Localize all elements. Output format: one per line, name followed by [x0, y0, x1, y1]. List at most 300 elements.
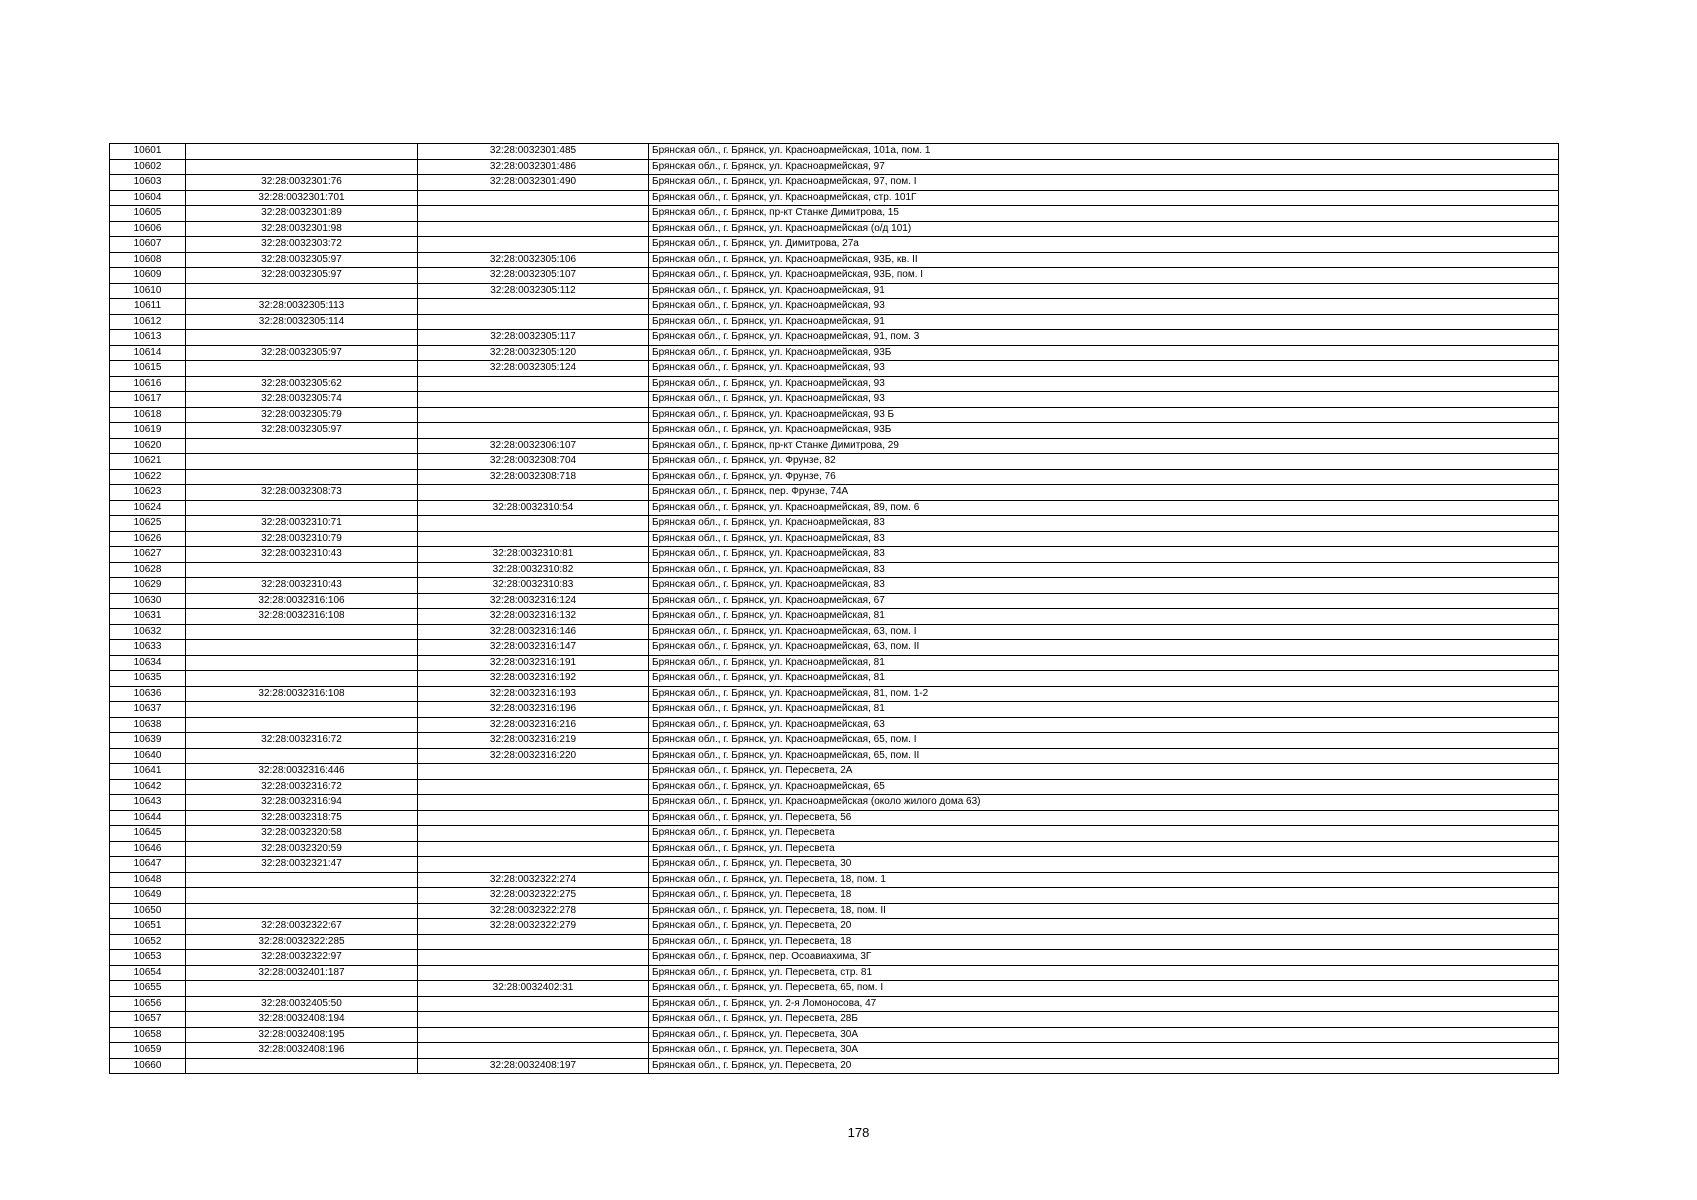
address-cell: Брянская обл., г. Брянск, ул. Красноармейская, 97, пом. I — [649, 175, 1559, 191]
row-number-cell: 10601 — [110, 144, 186, 160]
address-cell: Брянская обл., г. Брянск, ул. Красноармейская, 93Б — [649, 345, 1559, 361]
table-row — [110, 1058, 1559, 1074]
table-row — [110, 159, 1559, 175]
cadastral-number-cell: 32:28:0032316:106 — [186, 593, 418, 609]
address-cell: Брянская обл., г. Брянск, ул. Фрунзе, 82 — [649, 454, 1559, 470]
table-row — [110, 330, 1559, 346]
table-row — [110, 345, 1559, 361]
cadastral-number-cell: 32:28:0032322:285 — [186, 934, 418, 950]
object-cadastral-number-cell: 32:28:0032305:106 — [418, 252, 649, 268]
row-number-cell: 10644 — [110, 810, 186, 826]
row-number-cell: 10615 — [110, 361, 186, 377]
address-cell: Брянская обл., г. Брянск, ул. Пересвета, 30А — [649, 1043, 1559, 1059]
object-cadastral-number-cell: 32:28:0032308:718 — [418, 469, 649, 485]
cadastral-number-cell: 32:28:0032305:97 — [186, 252, 418, 268]
page-number: 178 — [847, 1125, 870, 1140]
cadastral-number-cell — [186, 671, 418, 687]
address-cell: Брянская обл., г. Брянск, ул. Красноармейская, 93Б, пом. I — [649, 268, 1559, 284]
object-cadastral-number-cell: 32:28:0032306:107 — [418, 438, 649, 454]
cadastral-number-cell — [186, 144, 418, 160]
address-cell: Брянская обл., г. Брянск, ул. Пересвета, 56 — [649, 810, 1559, 826]
table-row — [110, 857, 1559, 873]
address-cell: Брянская обл., г. Брянск, ул. Пересвета, стр. 81 — [649, 965, 1559, 981]
row-number-cell: 10633 — [110, 640, 186, 656]
table-row — [110, 934, 1559, 950]
table-row — [110, 593, 1559, 609]
row-number-cell: 10614 — [110, 345, 186, 361]
address-cell: Брянская обл., г. Брянск, ул. 2-я Ломоносова, 47 — [649, 996, 1559, 1012]
table-row — [110, 903, 1559, 919]
row-number-cell: 10632 — [110, 624, 186, 640]
address-cell: Брянская обл., г. Брянск, ул. Пересвета, 30А — [649, 1027, 1559, 1043]
row-number-cell: 10659 — [110, 1043, 186, 1059]
cadastral-number-cell: 32:28:0032301:76 — [186, 175, 418, 191]
table-row — [110, 686, 1559, 702]
address-cell: Брянская обл., г. Брянск, ул. Фрунзе, 76 — [649, 469, 1559, 485]
table-row — [110, 826, 1559, 842]
data-table — [109, 143, 1559, 1074]
address-cell: Брянская обл., г. Брянск, ул. Пересвета — [649, 841, 1559, 857]
cadastral-number-cell: 32:28:0032310:71 — [186, 516, 418, 532]
row-number-cell: 10622 — [110, 469, 186, 485]
cadastral-number-cell — [186, 469, 418, 485]
cadastral-number-cell: 32:28:0032318:75 — [186, 810, 418, 826]
row-number-cell: 10652 — [110, 934, 186, 950]
cadastral-number-cell: 32:28:0032305:97 — [186, 423, 418, 439]
address-cell: Брянская обл., г. Брянск, ул. Красноармейская, 93 — [649, 299, 1559, 315]
object-cadastral-number-cell — [418, 779, 649, 795]
row-number-cell: 10651 — [110, 919, 186, 935]
table-row — [110, 950, 1559, 966]
cadastral-number-cell: 32:28:0032301:98 — [186, 221, 418, 237]
row-number-cell: 10628 — [110, 562, 186, 578]
cadastral-number-cell — [186, 454, 418, 470]
table-row — [110, 392, 1559, 408]
object-cadastral-number-cell: 32:28:0032305:120 — [418, 345, 649, 361]
table-row — [110, 624, 1559, 640]
row-number-cell: 10618 — [110, 407, 186, 423]
object-cadastral-number-cell: 32:28:0032316:216 — [418, 717, 649, 733]
cadastral-number-cell: 32:28:0032303:72 — [186, 237, 418, 253]
object-cadastral-number-cell — [418, 190, 649, 206]
table-row — [110, 965, 1559, 981]
row-number-cell: 10654 — [110, 965, 186, 981]
row-number-cell: 10617 — [110, 392, 186, 408]
table-row — [110, 423, 1559, 439]
address-cell: Брянская обл., г. Брянск, ул. Пересвета, 18 — [649, 888, 1559, 904]
table-row — [110, 283, 1559, 299]
object-cadastral-number-cell: 32:28:0032316:220 — [418, 748, 649, 764]
object-cadastral-number-cell: 32:28:0032310:83 — [418, 578, 649, 594]
object-cadastral-number-cell: 32:28:0032402:31 — [418, 981, 649, 997]
cadastral-number-cell: 32:28:0032405:50 — [186, 996, 418, 1012]
object-cadastral-number-cell — [418, 376, 649, 392]
address-cell: Брянская обл., г. Брянск, ул. Красноармейская, 67 — [649, 593, 1559, 609]
address-cell: Брянская обл., г. Брянск, пер. Фрунзе, 74А — [649, 485, 1559, 501]
table-row — [110, 888, 1559, 904]
table-row — [110, 764, 1559, 780]
address-cell: Брянская обл., г. Брянск, ул. Красноармейская, 91 — [649, 314, 1559, 330]
table-row — [110, 237, 1559, 253]
table-row — [110, 779, 1559, 795]
table-row — [110, 361, 1559, 377]
object-cadastral-number-cell — [418, 810, 649, 826]
row-number-cell: 10624 — [110, 500, 186, 516]
row-number-cell: 10623 — [110, 485, 186, 501]
cadastral-number-cell — [186, 500, 418, 516]
table-row — [110, 144, 1559, 160]
address-cell: Брянская обл., г. Брянск, ул. Красноармейская, 83 — [649, 547, 1559, 563]
row-number-cell: 10650 — [110, 903, 186, 919]
object-cadastral-number-cell — [418, 826, 649, 842]
address-cell: Брянская обл., г. Брянск, ул. Красноармейская, 81 — [649, 655, 1559, 671]
cadastral-number-cell — [186, 872, 418, 888]
object-cadastral-number-cell: 32:28:0032301:490 — [418, 175, 649, 191]
object-cadastral-number-cell: 32:28:0032316:132 — [418, 609, 649, 625]
cadastral-number-cell — [186, 159, 418, 175]
table-row — [110, 609, 1559, 625]
row-number-cell: 10636 — [110, 686, 186, 702]
row-number-cell: 10641 — [110, 764, 186, 780]
row-number-cell: 10657 — [110, 1012, 186, 1028]
address-cell: Брянская обл., г. Брянск, ул. Красноармейская, 93Б, кв. II — [649, 252, 1559, 268]
object-cadastral-number-cell: 32:28:0032322:275 — [418, 888, 649, 904]
object-cadastral-number-cell: 32:28:0032316:196 — [418, 702, 649, 718]
row-number-cell: 10613 — [110, 330, 186, 346]
address-cell: Брянская обл., г. Брянск, ул. Красноармейская, 91, пом. 3 — [649, 330, 1559, 346]
table-row — [110, 314, 1559, 330]
object-cadastral-number-cell: 32:28:0032310:81 — [418, 547, 649, 563]
cadastral-number-cell: 32:28:0032322:67 — [186, 919, 418, 935]
table-row — [110, 733, 1559, 749]
object-cadastral-number-cell — [418, 237, 649, 253]
object-cadastral-number-cell — [418, 934, 649, 950]
row-number-cell: 10646 — [110, 841, 186, 857]
table-row — [110, 469, 1559, 485]
table-row — [110, 438, 1559, 454]
object-cadastral-number-cell: 32:28:0032316:124 — [418, 593, 649, 609]
cadastral-number-cell: 32:28:0032316:108 — [186, 686, 418, 702]
row-number-cell: 10655 — [110, 981, 186, 997]
row-number-cell: 10626 — [110, 531, 186, 547]
row-number-cell: 10606 — [110, 221, 186, 237]
object-cadastral-number-cell — [418, 950, 649, 966]
object-cadastral-number-cell: 32:28:0032305:124 — [418, 361, 649, 377]
address-cell: Брянская обл., г. Брянск, ул. Красноармейская, 101а, пом. 1 — [649, 144, 1559, 160]
row-number-cell: 10648 — [110, 872, 186, 888]
table-row — [110, 206, 1559, 222]
address-cell: Брянская обл., г. Брянск, ул. Красноармейская, 63, пом. II — [649, 640, 1559, 656]
table-row — [110, 531, 1559, 547]
cadastral-number-cell: 32:28:0032408:196 — [186, 1043, 418, 1059]
object-cadastral-number-cell — [418, 841, 649, 857]
row-number-cell: 10620 — [110, 438, 186, 454]
object-cadastral-number-cell: 32:28:0032408:197 — [418, 1058, 649, 1074]
object-cadastral-number-cell — [418, 996, 649, 1012]
address-cell: Брянская обл., г. Брянск, ул. Красноармейская, 81 — [649, 671, 1559, 687]
cadastral-number-cell: 32:28:0032305:97 — [186, 345, 418, 361]
table-body — [110, 144, 1559, 1074]
cadastral-number-cell: 32:28:0032320:58 — [186, 826, 418, 842]
row-number-cell: 10605 — [110, 206, 186, 222]
row-number-cell: 10635 — [110, 671, 186, 687]
row-number-cell: 10653 — [110, 950, 186, 966]
address-cell: Брянская обл., г. Брянск, ул. Красноармейская, 63 — [649, 717, 1559, 733]
row-number-cell: 10637 — [110, 702, 186, 718]
row-number-cell: 10603 — [110, 175, 186, 191]
cadastral-number-cell: 32:28:0032322:97 — [186, 950, 418, 966]
address-cell: Брянская обл., г. Брянск, ул. Красноармейская, стр. 101Г — [649, 190, 1559, 206]
row-number-cell: 10631 — [110, 609, 186, 625]
table-row — [110, 841, 1559, 857]
address-cell: Брянская обл., г. Брянск, пр-кт Станке Димитрова, 15 — [649, 206, 1559, 222]
object-cadastral-number-cell: 32:28:0032322:278 — [418, 903, 649, 919]
cadastral-number-cell — [186, 702, 418, 718]
address-cell: Брянская обл., г. Брянск, ул. Красноармейская (о/д 101) — [649, 221, 1559, 237]
object-cadastral-number-cell — [418, 423, 649, 439]
table-row — [110, 640, 1559, 656]
cadastral-number-cell: 32:28:0032305:74 — [186, 392, 418, 408]
address-cell: Брянская обл., г. Брянск, ул. Красноармейская, 89, пом. 6 — [649, 500, 1559, 516]
address-cell: Брянская обл., г. Брянск, ул. Пересвета, 30 — [649, 857, 1559, 873]
cadastral-number-cell — [186, 981, 418, 997]
row-number-cell: 10645 — [110, 826, 186, 842]
address-cell: Брянская обл., г. Брянск, пер. Осоавиахима, 3Г — [649, 950, 1559, 966]
address-cell: Брянская обл., г. Брянск, ул. Пересвета, 20 — [649, 1058, 1559, 1074]
table-row — [110, 810, 1559, 826]
row-number-cell: 10612 — [110, 314, 186, 330]
row-number-cell: 10658 — [110, 1027, 186, 1043]
row-number-cell: 10642 — [110, 779, 186, 795]
address-cell: Брянская обл., г. Брянск, ул. Красноармейская, 93 — [649, 361, 1559, 377]
object-cadastral-number-cell — [418, 1027, 649, 1043]
cadastral-number-cell: 32:28:0032301:701 — [186, 190, 418, 206]
table-row — [110, 671, 1559, 687]
cadastral-number-cell: 32:28:0032316:94 — [186, 795, 418, 811]
table-row — [110, 221, 1559, 237]
address-cell: Брянская обл., г. Брянск, ул. Красноармейская, 81, пом. 1-2 — [649, 686, 1559, 702]
table-row — [110, 1027, 1559, 1043]
address-cell: Брянская обл., г. Брянск, ул. Пересвета — [649, 826, 1559, 842]
cadastral-number-cell — [186, 330, 418, 346]
row-number-cell: 10640 — [110, 748, 186, 764]
object-cadastral-number-cell — [418, 516, 649, 532]
cadastral-number-cell: 32:28:0032305:79 — [186, 407, 418, 423]
row-number-cell: 10607 — [110, 237, 186, 253]
cadastral-number-cell: 32:28:0032305:62 — [186, 376, 418, 392]
cadastral-number-cell: 32:28:0032408:194 — [186, 1012, 418, 1028]
address-cell: Брянская обл., г. Брянск, ул. Красноармейская (около жилого дома 63) — [649, 795, 1559, 811]
row-number-cell: 10629 — [110, 578, 186, 594]
object-cadastral-number-cell: 32:28:0032305:117 — [418, 330, 649, 346]
cadastral-number-cell: 32:28:0032320:59 — [186, 841, 418, 857]
address-cell: Брянская обл., г. Брянск, ул. Красноармейская, 93 — [649, 392, 1559, 408]
row-number-cell: 10602 — [110, 159, 186, 175]
cadastral-number-cell — [186, 717, 418, 733]
cadastral-number-cell: 32:28:0032305:113 — [186, 299, 418, 315]
row-number-cell: 10625 — [110, 516, 186, 532]
object-cadastral-number-cell: 32:28:0032305:107 — [418, 268, 649, 284]
object-cadastral-number-cell: 32:28:0032316:147 — [418, 640, 649, 656]
table-row — [110, 299, 1559, 315]
cadastral-number-cell: 32:28:0032321:47 — [186, 857, 418, 873]
row-number-cell: 10630 — [110, 593, 186, 609]
address-cell: Брянская обл., г. Брянск, пр-кт Станке Димитрова, 29 — [649, 438, 1559, 454]
row-number-cell: 10643 — [110, 795, 186, 811]
table-row — [110, 516, 1559, 532]
table-row — [110, 454, 1559, 470]
object-cadastral-number-cell — [418, 485, 649, 501]
row-number-cell: 10604 — [110, 190, 186, 206]
cadastral-number-cell: 32:28:0032308:73 — [186, 485, 418, 501]
object-cadastral-number-cell: 32:28:0032301:486 — [418, 159, 649, 175]
table-row — [110, 190, 1559, 206]
object-cadastral-number-cell: 32:28:0032316:146 — [418, 624, 649, 640]
address-cell: Брянская обл., г. Брянск, ул. Красноармейская, 83 — [649, 578, 1559, 594]
cadastral-number-cell: 32:28:0032408:195 — [186, 1027, 418, 1043]
address-cell: Брянская обл., г. Брянск, ул. Пересвета, 65, пом. I — [649, 981, 1559, 997]
row-number-cell: 10660 — [110, 1058, 186, 1074]
cadastral-number-cell — [186, 748, 418, 764]
cadastral-number-cell — [186, 655, 418, 671]
cadastral-number-cell: 32:28:0032310:79 — [186, 531, 418, 547]
table-row — [110, 485, 1559, 501]
row-number-cell: 10627 — [110, 547, 186, 563]
cadastral-number-cell: 32:28:0032310:43 — [186, 578, 418, 594]
object-cadastral-number-cell — [418, 1012, 649, 1028]
address-cell: Брянская обл., г. Брянск, ул. Красноармейская, 83 — [649, 516, 1559, 532]
cadastral-number-cell — [186, 888, 418, 904]
address-cell: Брянская обл., г. Брянск, ул. Пересвета, 28Б — [649, 1012, 1559, 1028]
row-number-cell: 10647 — [110, 857, 186, 873]
row-number-cell: 10616 — [110, 376, 186, 392]
object-cadastral-number-cell — [418, 795, 649, 811]
object-cadastral-number-cell: 32:28:0032310:54 — [418, 500, 649, 516]
object-cadastral-number-cell — [418, 221, 649, 237]
address-cell: Брянская обл., г. Брянск, ул. Красноармейская, 81 — [649, 609, 1559, 625]
object-cadastral-number-cell — [418, 206, 649, 222]
table-row — [110, 407, 1559, 423]
object-cadastral-number-cell — [418, 314, 649, 330]
object-cadastral-number-cell: 32:28:0032322:274 — [418, 872, 649, 888]
row-number-cell: 10610 — [110, 283, 186, 299]
cadastral-number-cell: 32:28:0032305:97 — [186, 268, 418, 284]
table-row — [110, 748, 1559, 764]
address-cell: Брянская обл., г. Брянск, ул. Красноармейская, 81 — [649, 702, 1559, 718]
address-cell: Брянская обл., г. Брянск, ул. Красноармейская, 91 — [649, 283, 1559, 299]
table-row — [110, 500, 1559, 516]
address-cell: Брянская обл., г. Брянск, ул. Пересвета, 18 — [649, 934, 1559, 950]
cadastral-number-cell: 32:28:0032316:72 — [186, 779, 418, 795]
cadastral-number-cell — [186, 438, 418, 454]
object-cadastral-number-cell — [418, 299, 649, 315]
cadastral-number-cell — [186, 640, 418, 656]
address-cell: Брянская обл., г. Брянск, ул. Красноармейская, 65 — [649, 779, 1559, 795]
row-number-cell: 10634 — [110, 655, 186, 671]
object-cadastral-number-cell: 32:28:0032316:192 — [418, 671, 649, 687]
cadastral-number-cell: 32:28:0032301:89 — [186, 206, 418, 222]
object-cadastral-number-cell: 32:28:0032316:219 — [418, 733, 649, 749]
address-cell: Брянская обл., г. Брянск, ул. Димитрова, 27а — [649, 237, 1559, 253]
object-cadastral-number-cell: 32:28:0032316:191 — [418, 655, 649, 671]
address-cell: Брянская обл., г. Брянск, ул. Пересвета, 18, пом. 1 — [649, 872, 1559, 888]
table-row — [110, 578, 1559, 594]
cadastral-number-cell — [186, 1058, 418, 1074]
address-cell: Брянская обл., г. Брянск, ул. Красноармейская, 63, пом. I — [649, 624, 1559, 640]
object-cadastral-number-cell: 32:28:0032322:279 — [418, 919, 649, 935]
address-cell: Брянская обл., г. Брянск, ул. Красноармейская, 93 — [649, 376, 1559, 392]
address-cell: Брянская обл., г. Брянск, ул. Красноармейская, 65, пом. I — [649, 733, 1559, 749]
cadastral-number-cell: 32:28:0032305:114 — [186, 314, 418, 330]
table-row — [110, 1043, 1559, 1059]
row-number-cell: 10619 — [110, 423, 186, 439]
object-cadastral-number-cell: 32:28:0032301:485 — [418, 144, 649, 160]
object-cadastral-number-cell — [418, 407, 649, 423]
table-row — [110, 717, 1559, 733]
cadastral-number-cell — [186, 562, 418, 578]
table-row — [110, 1012, 1559, 1028]
address-cell: Брянская обл., г. Брянск, ул. Пересвета, 18, пом. II — [649, 903, 1559, 919]
table-row — [110, 702, 1559, 718]
row-number-cell: 10609 — [110, 268, 186, 284]
object-cadastral-number-cell — [418, 1043, 649, 1059]
object-cadastral-number-cell — [418, 531, 649, 547]
table-row — [110, 795, 1559, 811]
address-cell: Брянская обл., г. Брянск, ул. Красноармейская, 83 — [649, 531, 1559, 547]
table-row — [110, 919, 1559, 935]
object-cadastral-number-cell — [418, 857, 649, 873]
cadastral-number-cell — [186, 283, 418, 299]
row-number-cell: 10608 — [110, 252, 186, 268]
table-row — [110, 252, 1559, 268]
cadastral-number-cell: 32:28:0032316:108 — [186, 609, 418, 625]
table-row — [110, 547, 1559, 563]
table-row — [110, 655, 1559, 671]
row-number-cell: 10639 — [110, 733, 186, 749]
cadastral-number-cell: 32:28:0032316:446 — [186, 764, 418, 780]
object-cadastral-number-cell — [418, 965, 649, 981]
address-cell: Брянская обл., г. Брянск, ул. Пересвета, 20 — [649, 919, 1559, 935]
address-cell: Брянская обл., г. Брянск, ул. Красноармейская, 97 — [649, 159, 1559, 175]
cadastral-number-cell: 32:28:0032401:187 — [186, 965, 418, 981]
cadastral-number-cell — [186, 624, 418, 640]
address-cell: Брянская обл., г. Брянск, ул. Красноармейская, 93 Б — [649, 407, 1559, 423]
row-number-cell: 10649 — [110, 888, 186, 904]
row-number-cell: 10656 — [110, 996, 186, 1012]
object-cadastral-number-cell — [418, 392, 649, 408]
cadastral-number-cell: 32:28:0032316:72 — [186, 733, 418, 749]
cadastral-number-cell — [186, 361, 418, 377]
row-number-cell: 10611 — [110, 299, 186, 315]
cadastral-number-cell — [186, 903, 418, 919]
object-cadastral-number-cell — [418, 764, 649, 780]
address-cell: Брянская обл., г. Брянск, ул. Красноармейская, 83 — [649, 562, 1559, 578]
address-cell: Брянская обл., г. Брянск, ул. Пересвета, 2А — [649, 764, 1559, 780]
table-row — [110, 872, 1559, 888]
table-row — [110, 376, 1559, 392]
row-number-cell: 10621 — [110, 454, 186, 470]
address-cell: Брянская обл., г. Брянск, ул. Красноармейская, 93Б — [649, 423, 1559, 439]
object-cadastral-number-cell: 32:28:0032305:112 — [418, 283, 649, 299]
table-row — [110, 268, 1559, 284]
address-cell: Брянская обл., г. Брянск, ул. Красноармейская, 65, пом. II — [649, 748, 1559, 764]
object-cadastral-number-cell: 32:28:0032316:193 — [418, 686, 649, 702]
table-row — [110, 562, 1559, 578]
cadastral-number-cell: 32:28:0032310:43 — [186, 547, 418, 563]
table-row — [110, 996, 1559, 1012]
row-number-cell: 10638 — [110, 717, 186, 733]
table-row — [110, 175, 1559, 191]
